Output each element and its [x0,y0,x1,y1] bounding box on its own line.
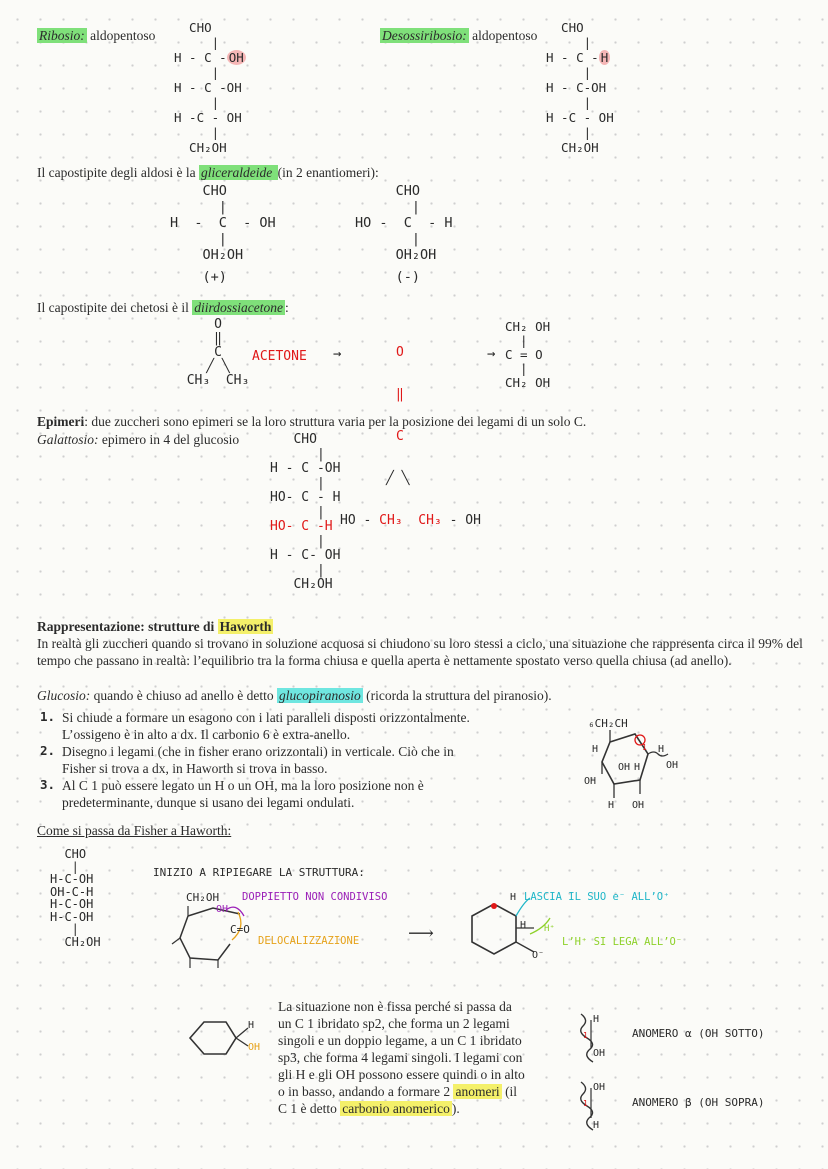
epimeri-line [37,413,807,430]
gal-cho: CHO [270,432,317,447]
ring-h-label: H [634,762,641,773]
beta-label: ANOMERO β (OH SOPRA) [632,1096,765,1109]
minus-sign: (-) [355,269,421,285]
glucosio-text: quando è chiuso ad anello è detto [90,688,277,703]
anomer-ring-oh: OH [248,1042,261,1053]
fold-oh: OH [216,904,229,915]
dha-c: C [396,429,404,444]
acetone-label: ACETONE [252,349,307,364]
ring-h-label: H [608,800,615,811]
dha-final-structure: CH₂ OH | C = O | CH₂ OH [505,319,551,390]
dha-o: O [396,345,404,360]
alpha-oh: OH [593,1048,606,1059]
anomeri-text-a: La situazione non è fissa perché si passa da un C 1 ibridato sp2, che forma un 2 legami singoli e un doppio legame, a un C 1 ibridato sp3, che forma 4 legami singoli. I legami con gli H e gli OH possono essere quindi o in alto o in basso, andando a formare 2 [278,999,525,1099]
desossi-h-highlight: H [600,50,609,65]
list-item [40,709,485,743]
beta-h: H [593,1120,600,1131]
galattosio-desc: epimero in 4 del glucosio [98,432,240,447]
fold-carbonyl: C=O [230,923,250,936]
gliceraldeide-plus: CHO | H - C - OH | OH₂OH (+) [170,183,276,285]
ring-oh-label: OH [618,762,631,773]
galattosio-name: Galattosio: [37,432,99,447]
anomeri-paragraph [278,998,526,1117]
alpha-anomer-sketch [575,1010,615,1064]
start-folding-note: INIZIO A RIPIEGARE LA STRUTTURA: [153,866,365,879]
plus-cho: CHO [170,183,227,199]
galattosio-line [37,431,239,448]
final-co: C = O [505,347,543,362]
glucosio-name: Glucosio: [37,688,91,703]
gliceraldeide-minus: CHO | HO - C - H | OH₂OH (-) [355,183,453,285]
closing-h2: H [520,920,527,931]
glucosio-line [37,687,552,704]
gliceraldeide-line [37,164,379,181]
alpha-c1: 1 [583,1031,588,1040]
gal-c4-epimer: HO- C -H [270,519,333,534]
minus-cho: CHO [355,183,421,199]
doppietto-note: DOPPIETTO NON CONDIVISO [242,891,388,903]
gal-ch2oh: CH₂OH [270,577,333,592]
dha-double-bond: ‖ [396,387,404,402]
arrow-icon: → [333,346,342,362]
ring-h-label: H [592,744,599,755]
haworth-title-text: Rappresentazione: strutture di [37,619,218,634]
ribosio-c4: H -C - OH [174,110,242,125]
ring-c6-label: ₆CH₂CH [588,717,628,730]
acetone-double-bond: ‖ [214,331,222,346]
gal-c2: H - C -OH [270,461,341,476]
galattosio-structure: CHO | H - C -OH | HO- C - H | HO- C -H | H - C- OH | CH₂OH [270,432,341,592]
plus-c: H - C - OH [170,215,276,231]
glucopiranosio-ring [580,712,690,817]
step-text: Si chiude a formare un esagono con i lati paralleli disposti orizzontalmente. L’ossigeno è in alto a dx. Il carbonio 6 è extra-anello. [62,710,470,742]
arrow-icon: ⟶ [408,923,434,943]
acetone-structure [178,318,258,388]
gliceraldeide-after: (in 2 enantiomeri): [277,165,379,180]
desossiribosio-name: Desossiribosio: [382,28,467,43]
beta-oh: OH [593,1082,606,1093]
haworth-steps [40,709,485,811]
desossi-c2: H - C - [546,50,599,65]
gal-c3: HO- C - H [270,490,341,505]
chetosi-highlight: diirdossiacetone [194,300,283,315]
lascia-note: LASCIA IL SUO e⁻ ALL’O⁺ [524,891,670,903]
desossi-ch2oh: CH₂OH [546,140,599,155]
alpha-label: ANOMERO α (OH SOTTO) [632,1027,765,1040]
ribosio-desc: aldopentoso [86,28,156,43]
alpha-h: H [593,1014,600,1025]
minus-ch2oh: OH₂OH [355,247,437,263]
ribosio-ch2oh: CH₂OH [174,140,227,155]
fold-ch2oh: CH₂OH [186,891,220,904]
ring-oh-label: OH [584,776,597,787]
fisher-structure: CHO | H-C-OH OH-C-H H-C-OH H-C-OH | CH₂OH [50,847,101,949]
fisher-c2: H-C-OH [50,872,94,886]
dha-bonds: ╱ ╲ [386,471,410,486]
glucosio-after: (ricorda la struttura del piranosio). [362,688,552,703]
desossi-c3: H - C-OH [546,80,607,95]
fisher-ch2oh: CH₂OH [50,934,101,949]
acetone-methyls: CH₃ CH₃ [186,373,250,388]
fisher-c5: H-C-OH [50,909,94,924]
closing-o-minus: O⁻ [532,950,545,961]
fisher-cho: CHO [50,847,87,861]
chetosi-colon: : [284,300,289,315]
final-ch2oh-bottom: CH₂ OH [505,375,551,390]
ring-oh-label: OH [666,760,679,771]
anomer-ring-h: H [248,1020,255,1031]
dha-ho: HO - [340,513,380,528]
plus-ch2oh: OH₂OH [170,247,244,263]
haworth-title [37,618,273,635]
beta-anomer-sketch [575,1078,615,1134]
glucopiranosio-highlight: glucopiranosio [278,688,361,703]
ribosio-name: Ribosio: [39,28,85,43]
arrow-icon: → [487,346,496,362]
step-number: 3. [40,777,56,792]
acetone-bonds: ╱ ╲ [206,359,230,374]
epimeri-text: : due zuccheri sono epimeri se la loro struttura varia per la posizione dei legami di un solo C. [84,414,587,429]
plus-sign: (+) [170,269,227,285]
anomer-ring [180,1010,270,1070]
haworth-paragraph: In realtà gli zuccheri quando si trovano in soluzione acquosa si chiudono su loro stessi a ciclo, una situazione che rappresenta circa il 99% del tempo che passano in realtà: l’equilibrio tra la forma chiusa e quella aperta è nettamente spostato verso quella chiusa (ad anello). [37,636,803,668]
delocalizzazione-note: DELOCALIZZAZIONE [258,935,360,947]
desossi-c4: H -C - OH [546,110,614,125]
step-number: 2. [40,743,56,758]
anomeri-highlight: anomeri [455,1084,500,1099]
ring-oh-label: OH [632,800,645,811]
anomeri-text-b: (il C 1 è detto [278,1084,518,1116]
ribosio-c3: H - C -OH [174,80,242,95]
gliceraldeide-highlight: gliceraldeide [200,165,276,180]
gal-c5: H - C- OH [270,548,341,563]
gliceraldeide-text: Il capostipite degli aldosi è la [37,165,199,180]
desossi-cho: CHO [546,20,584,35]
desossiribosio-desc: aldopentoso [468,28,538,43]
dha-structure [340,318,480,542]
haworth-title-highlight: Haworth [219,619,272,634]
epimeri-title: Epimeri [37,414,85,429]
ribosio-structure: CHO | H - C - OH | H - C -OH | H -C - OH | CH₂OH [174,20,244,155]
chetosi-text: Il capostipite dei chetosi è il [37,300,193,315]
lega-note: L’H⁺ SI LEGA ALL’O⁻ [562,936,683,948]
ribosio-cho: CHO [174,20,212,35]
svg-text:1: 1 [642,743,647,752]
fisher-c3: OH-C-H [50,884,94,899]
carbonio-anomerico-highlight: carbonio anomerico [342,1101,450,1116]
dha-ch3-a: CH₃ [379,513,403,528]
step-number: 1. [40,709,56,724]
list-item [40,777,485,811]
desossiribosio-structure: CHO | H - C - H | H - C-OH | H -C - OH | CH₂OH [546,20,614,155]
step-text: Disegno i legami (che in fisher erano orizzontali) in verticale. Ciò che in Fisher si trova a dx, in Haworth si trova in basso. [62,744,454,776]
final-ch2oh-top: CH₂ OH [505,319,551,334]
closing-h-plus: H⁺ [544,924,555,934]
dha-oh: - OH [441,513,481,528]
fisher-title: Come si passa da Fisher a Haworth: [37,823,232,838]
fisher-c4: H-C-OH [50,897,94,911]
anomeri-text-c: ). [451,1101,460,1116]
minus-c: HO - C - H [355,215,453,231]
ring-h-label: H [658,744,665,755]
acetone-o: O [214,317,222,332]
list-item [40,743,485,777]
chetosi-line [37,299,289,316]
ribosio-c2: H - C - [174,50,227,65]
ribosio-oh-highlight: OH [228,50,244,65]
acetone-c: C [214,345,222,360]
step-text: Al C 1 può essere legato un H o un OH, ma la loro posizione non è predeterminante, dunque si usano dei legami ondulati. [62,778,424,810]
closing-h: H [510,892,517,903]
desossiribosio-line [380,27,537,44]
ribosio-line [37,27,155,44]
dha-ch3-b: CH₃ [418,513,442,528]
beta-c1: 1 [583,1099,588,1108]
